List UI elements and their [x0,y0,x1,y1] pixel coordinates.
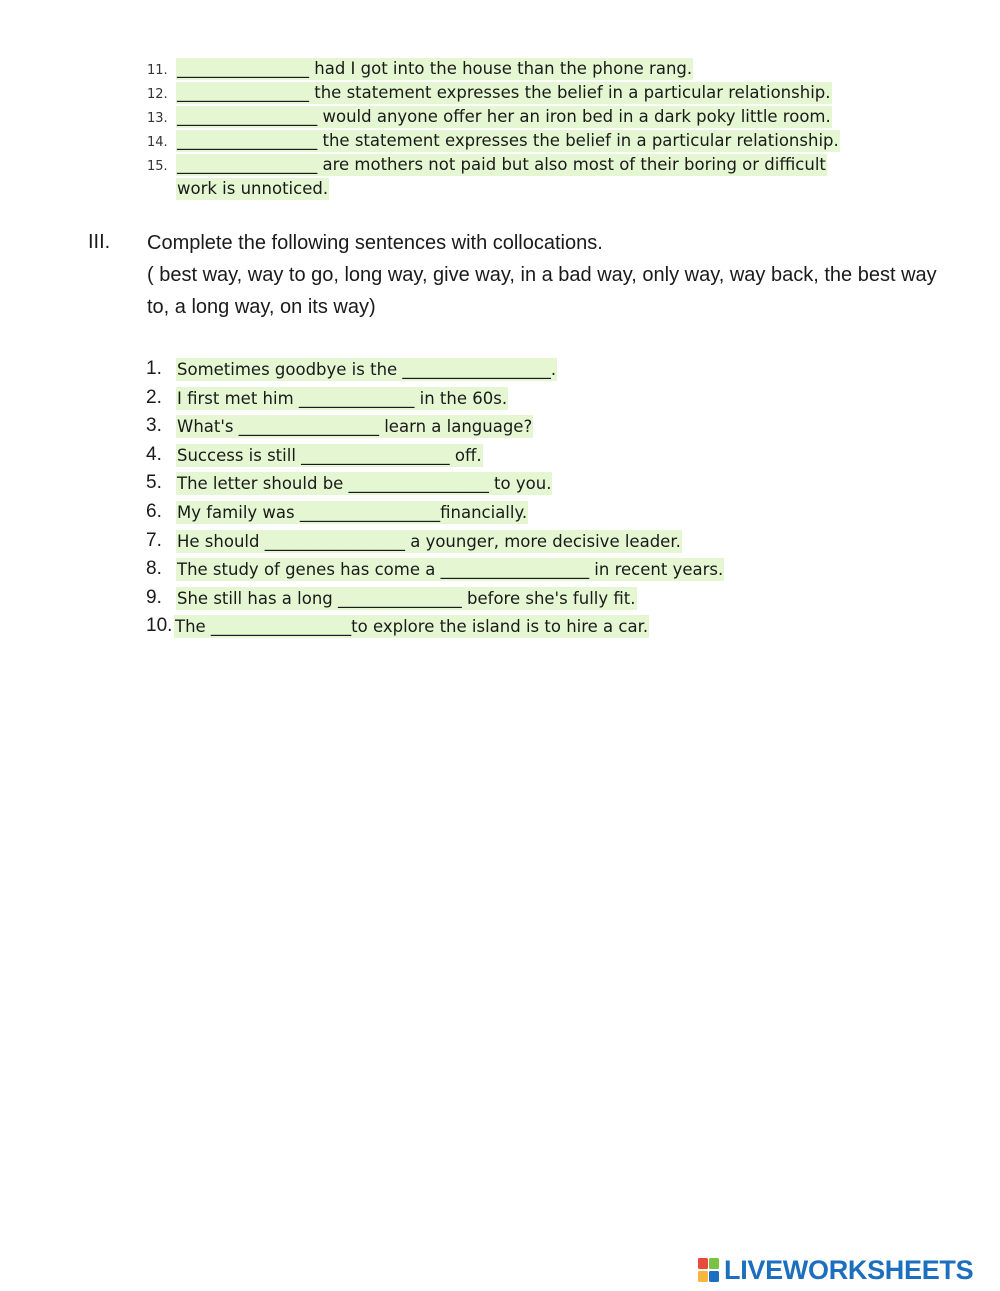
exercise-item [0,356,1000,385]
section-number: III. [88,231,111,253]
exercise-item [0,528,1000,557]
exercise-item [0,585,1000,614]
item-number: 11. [147,63,168,78]
liveworksheets-logo-text: LIVEWORKSHEETS [724,1254,974,1285]
item-sentence[interactable]: ________________ the statement expresses the belief in a particular relationship. [177,83,831,102]
exercise-item [0,470,1000,499]
section-title: Complete the following sentences with collocations. [147,232,603,254]
exercise-item [0,556,1000,585]
item-number: 14. [147,135,168,150]
item-sentence[interactable]: The study of genes has come a __________________ in recent years. [177,560,724,580]
exercise-item [0,154,1000,202]
item-sentence[interactable]: ________________ had I got into the house than the phone rang. [177,59,693,78]
item-sentence[interactable]: She still has a long _______________ before she's fully fit. [177,588,636,608]
item-sentence[interactable]: What's _________________ learn a language? [177,417,533,437]
section-instructions [147,227,947,323]
item-number: 2. [146,386,162,408]
liveworksheets-logo[interactable] [698,1254,973,1286]
item-number: 15. [147,159,168,174]
item-number: 8. [146,558,162,580]
item-sentence[interactable]: _________________ the statement expresses the belief in a particular relationship. [177,131,839,150]
exercise-item [0,58,1000,82]
exercise-3-list [0,356,1000,642]
item-number: 5. [146,472,162,494]
item-number: 12. [147,87,168,102]
exercise-item [0,385,1000,414]
item-number: 3. [146,415,162,437]
exercise-item [0,106,1000,130]
exercise-2-list [0,58,1000,202]
exercise-item [0,499,1000,528]
item-sentence[interactable]: He should _________________ a younger, more decisive leader. [177,531,681,551]
item-number: 7. [146,529,162,551]
item-number: 13. [147,111,168,126]
item-number: 9. [146,586,162,608]
item-sentence[interactable]: Success is still __________________ off. [177,445,482,465]
item-number: 4. [146,443,162,465]
item-number: 10. [146,615,173,637]
exercise-item [0,130,1000,154]
item-sentence[interactable]: The letter should be _________________ to you. [177,474,552,494]
exercise-item [0,82,1000,106]
exercise-item [0,413,1000,442]
exercise-item [0,613,1000,642]
item-number: 1. [146,358,162,379]
item-sentence-continuation[interactable]: work is unnoticed. [177,179,329,198]
item-sentence[interactable]: My family was _________________financially. [177,502,528,522]
item-sentence[interactable]: Sometimes goodbye is the __________________. [177,360,557,379]
liveworksheets-logo-icon [698,1257,720,1283]
item-sentence[interactable]: I first met him ______________ in the 60s. [177,388,508,408]
item-sentence[interactable]: _________________ would anyone offer her an iron bed in a dark poky little room. [177,107,831,126]
collocation-options: ( best way, way to go, long way, give way, in a bad way, only way, way back, the best way to, a long way, on its way) [147,264,937,318]
exercise-item [0,442,1000,471]
item-sentence[interactable]: _________________ are mothers not paid but also most of their boring or difficult [177,155,826,174]
item-sentence[interactable]: The _________________to explore the island is to hire a car. [175,617,649,637]
item-number: 6. [146,500,162,522]
